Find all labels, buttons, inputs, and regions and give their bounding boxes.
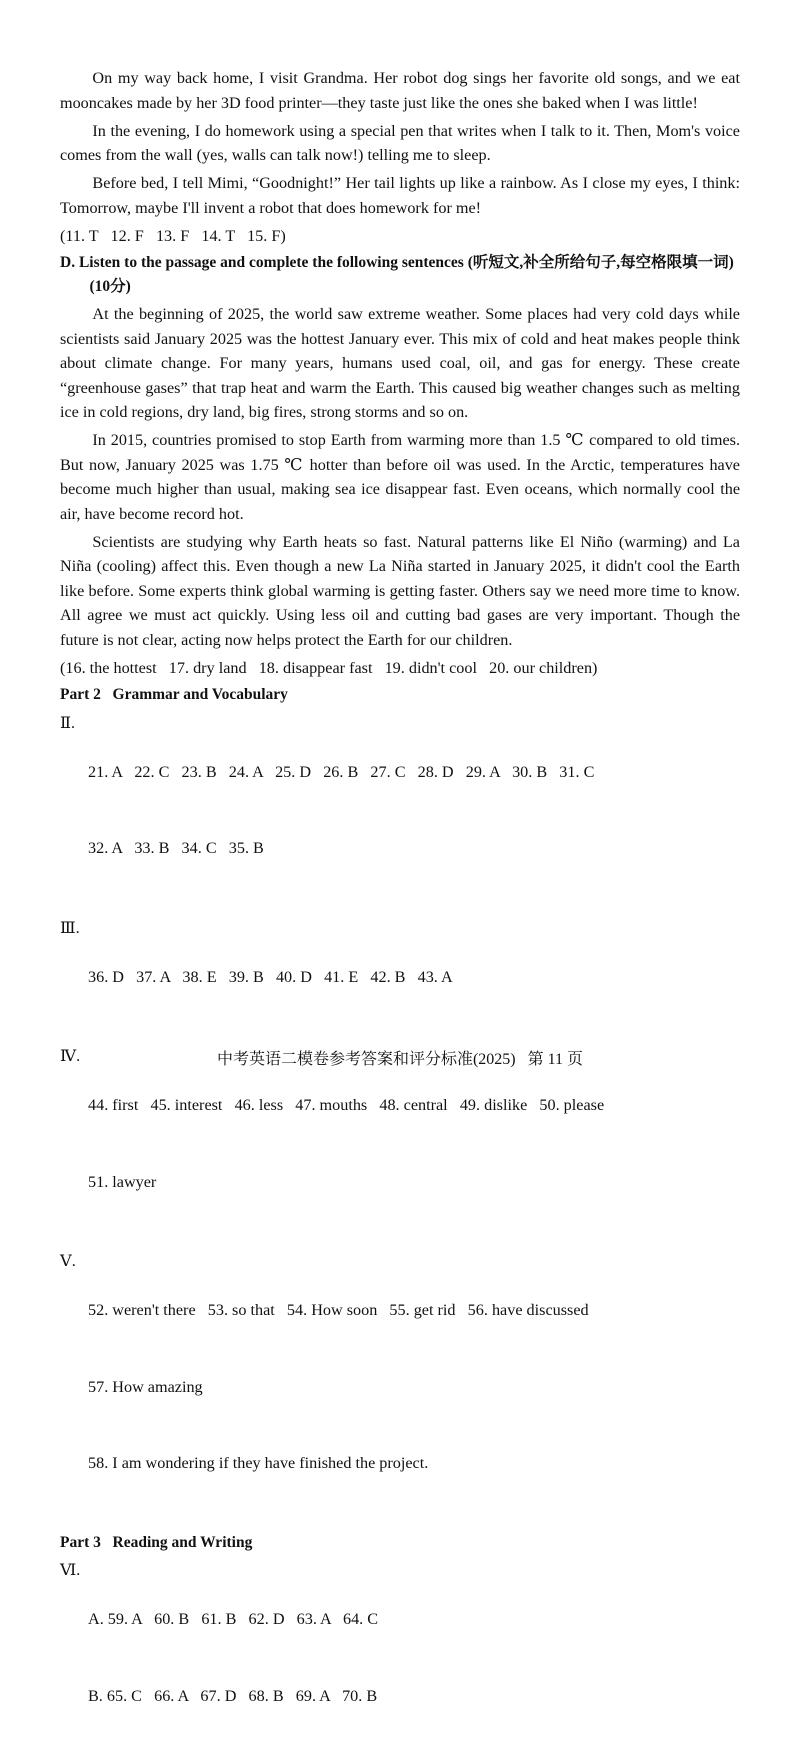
- answer-line: 21. A 22. C 23. B 24. A 25. D 26. B 27. C 28. D 29. A 30. B 31. C: [88, 762, 595, 781]
- section-d-heading: D. Listen to the passage and complete the following sentences (听短文,补全所给句子,每空格限填一词) (10分): [60, 254, 734, 295]
- answer-line: A. 59. A 60. B 61. B 62. D 63. A 64. C: [88, 1610, 379, 1628]
- section-number: Ⅳ.: [60, 1047, 81, 1065]
- part-2-title: Part 2 Grammar and Vocabulary: [60, 686, 288, 703]
- passage-paragraph-2: In 2015, countries promised to stop Earth from warming more than 1.5 ℃ compared to old times. But now, January 2025 was 1.75 ℃ hotter than before oil was used. In the Arctic, temperatures have become much higher than usual, making sea ice disappear fast. Even oceans, which normally cool the air, have become record hot.: [60, 431, 740, 523]
- part-3-title: Part 3 Reading and Writing: [60, 1533, 253, 1551]
- story-paragraph-1: On my way back home, I visit Grandma. Her robot dog sings her favorite old songs, and we eat mooncakes made by her 3D food printer—they taste just like the ones she baked when I was little!: [60, 69, 740, 112]
- answer-line: 32. A 33. B 34. C 35. B: [88, 839, 264, 857]
- section-2-answers: [60, 711, 740, 913]
- answers-11-15: (11. T 12. F 13. F 14. T 15. F): [60, 226, 286, 245]
- answer-line: 36. D 37. A 38. E 39. B 40. D 41. E 42. B 43. A: [88, 967, 453, 986]
- section-number: Ⅴ.: [60, 1252, 76, 1270]
- page-footer: 中考英语二模卷参考答案和评分标准(2025) 第 11 页: [216, 1051, 584, 1068]
- answer-line: 52. weren't there 53. so that 54. How soon 55. get rid 56. have discussed: [88, 1301, 589, 1319]
- section-number: Ⅲ.: [60, 918, 80, 937]
- answer-line: 57. How amazing: [88, 1377, 203, 1396]
- story-paragraph-2: In the evening, I do homework using a special pen that writes when I talk to it. Then, Mom's voice comes from the wall (yes, walls can talk now!) telling me to sleep.: [60, 121, 740, 164]
- answer-line: B. 65. C 66. A 67. D 68. B 69. A 70. B: [88, 1686, 378, 1705]
- section-6-answers: [60, 1558, 740, 1760]
- section-4-answers: [60, 1044, 740, 1246]
- section-3-answers: [60, 916, 740, 1042]
- section-5-answers: [60, 1249, 740, 1528]
- passage-paragraph-1: At the beginning of 2025, the world saw extreme weather. Some places had very cold days while scientists said January 2025 was the hottest January ever. This mix of cold and heat makes people think about climate change. For many years, humans used coal, oil, and gas for energy. These create “greenhouse gases” that trap heat and warm the Earth. This caused big weather changes such as melting ice in cold regions, dry land, big fires, strong storms and so on.: [60, 305, 740, 421]
- answers-16-20: (16. the hottest 17. dry land 18. disappear fast 19. didn't cool 20. our children): [60, 658, 598, 677]
- answer-line: 44. first 45. interest 46. less 47. mouths 48. central 49. dislike 50. please: [88, 1096, 605, 1114]
- answer-line: 58. I am wondering if they have finished the project.: [88, 1454, 429, 1472]
- story-paragraph-3: Before bed, I tell Mimi, “Goodnight!” Her tail lights up like a rainbow. As I close my eyes, I think: Tomorrow, maybe I'll invent a robot that does homework for me!: [60, 174, 740, 217]
- answer-line: 51. lawyer: [88, 1172, 157, 1191]
- page-content: [60, 66, 740, 1763]
- passage-paragraph-3: Scientists are studying why Earth heats so fast. Natural patterns like El Niño (warming) and La Niña (cooling) affect this. Even though a new La Niña started in January 2025, it didn't cool the Earth like before. Some experts think global warming is getting faster. Others say we need more time to know. All agree we must act quickly. Using less oil and cutting bad gases are very important. Though the future is not clear, acting now helps protect the Earth for our children.: [60, 532, 740, 649]
- section-number: Ⅱ.: [60, 713, 76, 732]
- section-number: Ⅵ.: [60, 1561, 81, 1579]
